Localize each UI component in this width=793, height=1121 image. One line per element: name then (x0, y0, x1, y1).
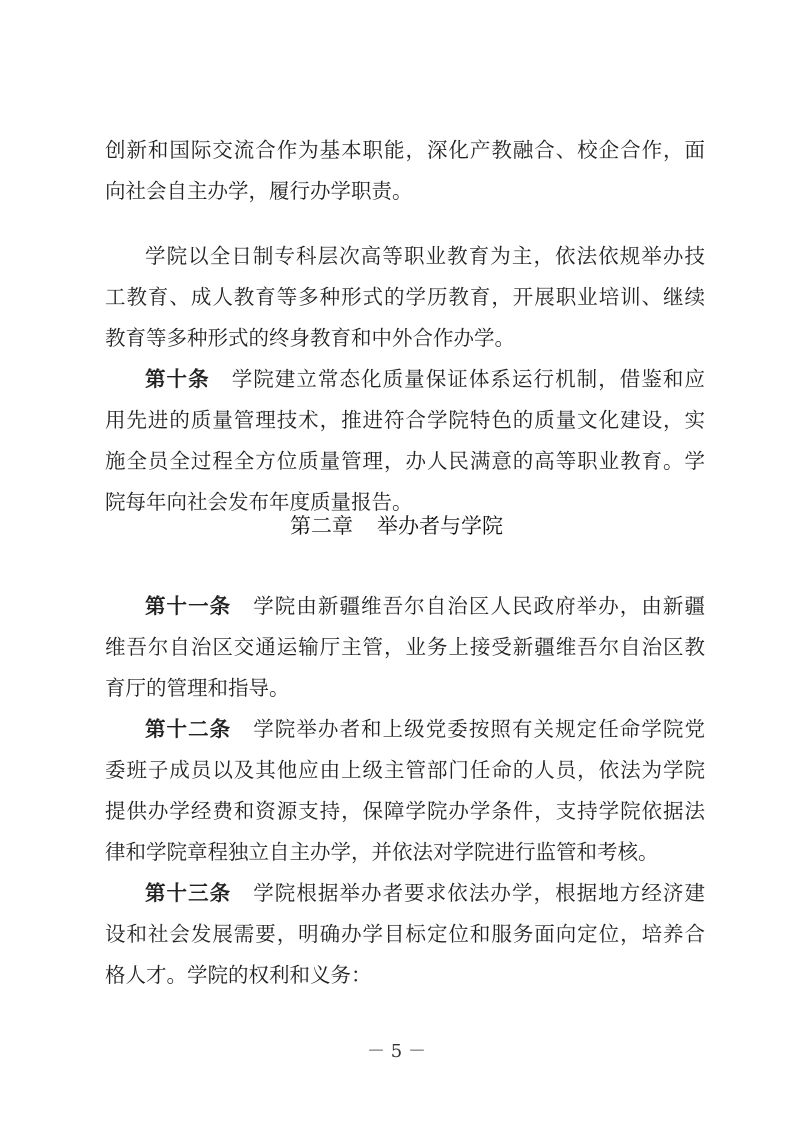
chapter-heading (0, 512, 793, 540)
chapter-title: 举办者与学院 (377, 514, 503, 538)
article-text: 学院由新疆维吾尔自治区人民政府举办，由新疆 (253, 594, 705, 618)
paragraph-line: 育厅的管理和指导。 (105, 676, 290, 700)
page-number: － 5 － (367, 1041, 426, 1062)
article-label: 第十二条 (145, 717, 232, 741)
article-text: 学院建立常态化质量保证体系运行机制，借鉴和应 (231, 367, 705, 391)
paragraph-line: 向社会自主办学，履行办学职责。 (105, 179, 413, 203)
article-text: 学院根据举办者要求依法办学，根据地方经济建 (253, 881, 705, 905)
chapter-number: 第二章 (290, 514, 353, 538)
article-label: 第十条 (145, 367, 210, 391)
article-label: 第十三条 (145, 881, 232, 905)
paragraph-line: 委班子成员以及其他应由上级主管部门任命的人员，依法为学院 (105, 758, 705, 782)
paragraph-line: 学院以全日制专科层次高等职业教育为主，依法依规举办技 (145, 244, 705, 268)
article-label: 第十一条 (145, 594, 232, 618)
paragraph-line: 设和社会发展需要，明确办学目标定位和服务面向定位，培养合 (105, 922, 705, 946)
paragraph-line: 提供办学经费和资源支持，保障学院办学条件，支持学院依据法 (105, 799, 705, 823)
article-13-first-line (145, 880, 705, 906)
paragraph-line: 格人才。学院的权利和义务： (105, 963, 372, 987)
paragraph-line: 工教育、成人教育等多种形式的学历教育，开展职业培训、继续 (105, 285, 705, 309)
paragraph-line: 维吾尔自治区交通运输厅主管，业务上接受新疆维吾尔自治区教 (105, 635, 705, 659)
paragraph-line: 律和学院章程独立自主办学，并依法对学院进行监管和考核。 (105, 840, 659, 864)
paragraph-line: 用先进的质量管理技术，推进符合学院特色的质量文化建设，实 (105, 408, 705, 432)
paragraph-line: 创新和国际交流合作为基本职能，深化产教融合、校企合作，面 (105, 138, 705, 162)
paragraph-line: 施全员全过程全方位质量管理，办人民满意的高等职业教育。学 (105, 449, 705, 473)
article-11-first-line (145, 593, 705, 619)
article-10-first-line (145, 366, 705, 392)
paragraph-line: 院每年向社会发布年度质量报告。 (105, 490, 413, 514)
article-12-first-line (145, 716, 705, 742)
paragraph-line: 教育等多种形式的终身教育和中外合作办学。 (105, 326, 515, 350)
article-text: 学院举办者和上级党委按照有关规定任命学院党 (253, 717, 705, 741)
